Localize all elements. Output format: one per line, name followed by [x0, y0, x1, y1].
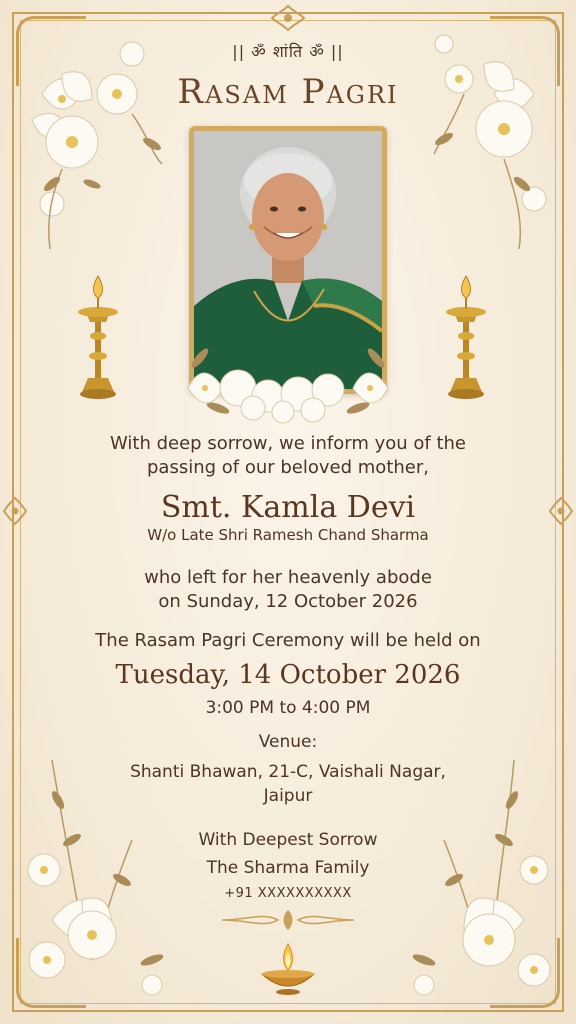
intro-message: [40, 432, 536, 480]
venue-line-1: Shanti Bhawan, 21-C, Vaishali Nagar,: [130, 762, 446, 782]
top-filigree-icon: [270, 4, 306, 32]
contact-phone: +91 XXXXXXXXXX: [224, 886, 352, 901]
ceremony-intro: The Rasam Pagri Ceremony will be held on: [95, 630, 481, 651]
ceremony-time: 3:00 PM to 4:00 PM: [205, 698, 371, 718]
passing-date: on Sunday, 12 October 2026: [158, 591, 418, 612]
venue-line-2: Jaipur: [263, 786, 313, 806]
wife-of-line: W/o Late Shri Ramesh Chand Sharma: [147, 526, 429, 544]
passing-line-1: who left for her heavenly abode: [144, 567, 432, 588]
ornamental-divider-icon: [218, 906, 358, 934]
diya-icon: [258, 942, 318, 998]
brass-oil-lamp-icon: [72, 274, 124, 404]
side-filigree-icon: [548, 496, 574, 526]
venue-address: [40, 760, 536, 808]
intro-line-1: With deep sorrow, we inform you of the: [110, 433, 466, 454]
intro-line-2: passing of our beloved mother,: [147, 457, 429, 478]
signature-line-1: With Deepest Sorrow: [198, 830, 378, 850]
brass-oil-lamp-icon: [440, 274, 492, 404]
family-name: The Sharma Family: [206, 858, 370, 878]
om-shanti-line: || ॐ शांति ॐ ||: [232, 42, 344, 61]
passing-message: [40, 566, 536, 614]
flower-garland-icon: [178, 318, 398, 426]
side-filigree-icon: [2, 496, 28, 526]
ceremony-date: Tuesday, 14 October 2026: [115, 660, 461, 690]
venue-label: Venue:: [258, 732, 318, 752]
page-title: Rasam Pagri: [177, 72, 399, 112]
deceased-name: Smt. Kamla Devi: [160, 490, 416, 525]
